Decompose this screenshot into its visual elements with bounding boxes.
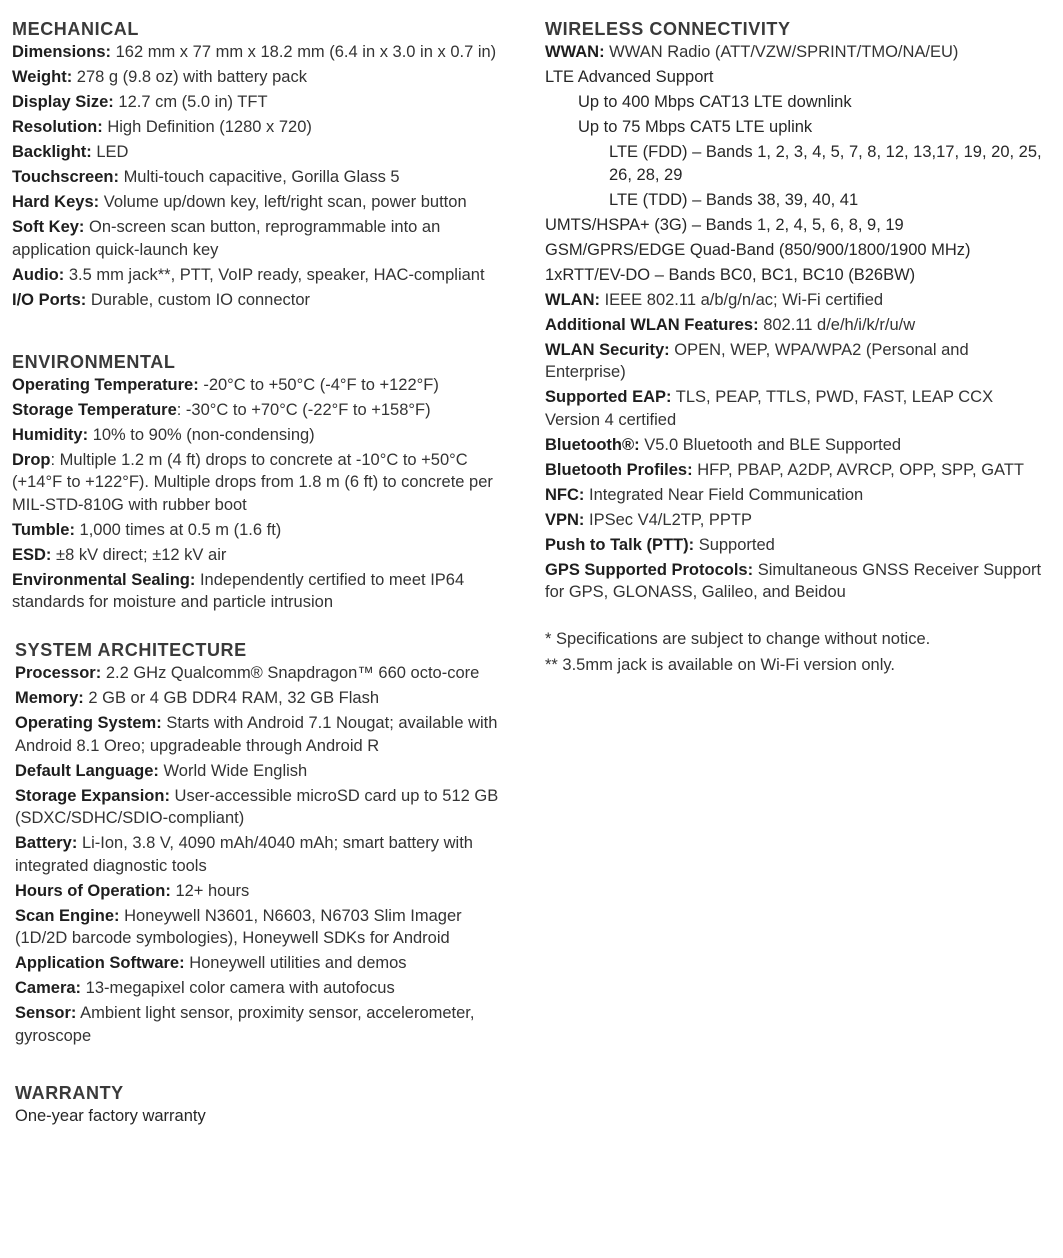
spec-bluetooth: Bluetooth®: V5.0 Bluetooth and BLE Supported: [545, 435, 902, 454]
spec-weight: Weight: 278 g (9.8 oz) with battery pack: [12, 68, 307, 86]
warranty-heading: WARRANTY: [15, 1082, 124, 1103]
right-column: [545, 18, 1050, 679]
system-architecture-section: [12, 639, 512, 1047]
spec-memory: Memory: 2 GB or 4 GB DDR4 RAM, 32 GB Flash: [15, 689, 380, 707]
system-architecture-heading: SYSTEM ARCHITECTURE: [15, 640, 247, 660]
warranty-text: One-year factory warranty: [15, 1106, 206, 1125]
lte-advanced-heading: LTE Advanced Support: [545, 68, 714, 86]
spec-humidity: Humidity: 10% to 90% (non-condensing): [12, 425, 315, 444]
warranty-section: [12, 1082, 512, 1128]
gsm-bands: GSM/GPRS/EDGE Quad-Band (850/900/1800/1900 MHz): [545, 240, 971, 259]
spec-operating-system: Operating System: Starts with Android 7.1 Nougat; available with Android 8.1 Oreo; upgradeable through Android R: [15, 714, 498, 755]
spec-dimensions: Dimensions: 162 mm x 77 mm x 18.2 mm (6.4 in x 3.0 in x 0.7 in): [12, 43, 497, 61]
environmental-section: [12, 351, 512, 614]
wireless-connectivity-heading: WIRELESS CONNECTIVITY: [545, 19, 791, 39]
spec-audio: Audio: 3.5 mm jack**, PTT, VoIP ready, speaker, HAC-compliant: [12, 265, 485, 284]
spec-soft-key: Soft Key: On-screen scan button, reprogrammable into an application quick-launch key: [12, 218, 441, 259]
spec-gps-protocols: GPS Supported Protocols: Simultaneous GNSS Receiver Support for GPS, GLONASS, Galileo, and Beidou: [545, 560, 1042, 601]
spec-storage-temperature: Storage Temperature: -30°C to +70°C (-22°F to +158°F): [12, 400, 431, 419]
spec-bluetooth-profiles: Bluetooth Profiles: HFP, PBAP, A2DP, AVRCP, OPP, SPP, GATT: [545, 460, 1024, 479]
spec-wlan-security: WLAN Security: OPEN, WEP, WPA/WPA2 (Personal and Enterprise): [545, 340, 969, 381]
spec-io-ports: I/O Ports: Durable, custom IO connector: [12, 290, 311, 309]
spec-display-size: Display Size: 12.7 cm (5.0 in) TFT: [12, 93, 268, 111]
footnote-audio-jack: ** 3.5mm jack is available on Wi-Fi version only.: [545, 655, 895, 674]
lte-fdd-bands: LTE (FDD) – Bands 1, 2, 3, 4, 5, 7, 8, 12, 13,17, 19, 20, 25, 26, 28, 29: [609, 143, 1042, 184]
cdma-bands: 1xRTT/EV-DO – Bands BC0, BC1, BC10 (B26BW): [545, 265, 916, 284]
spec-hours-of-operation: Hours of Operation: 12+ hours: [15, 881, 250, 900]
spec-battery: Battery: Li-Ion, 3.8 V, 4090 mAh/4040 mAh; smart battery with integrated diagnostic tools: [15, 834, 473, 875]
spec-default-language: Default Language: World Wide English: [15, 761, 308, 780]
footnotes: [545, 628, 1050, 676]
spec-vpn: VPN: IPSec V4/L2TP, PPTP: [545, 510, 752, 529]
mechanical-heading: MECHANICAL: [12, 19, 139, 39]
footnote-specifications: * Specifications are subject to change without notice.: [545, 630, 931, 648]
spec-drop: Drop: Multiple 1.2 m (4 ft) drops to concrete at -10°C to +50°C (+14°F to +122°F). Multiple drops from 1.8 m (6 ft) to concrete per MIL-STD-810G with rubber boot: [12, 450, 493, 514]
spec-scan-engine: Scan Engine: Honeywell N3601, N6603, N6703 Slim Imager (1D/2D barcode symbologies), Honeywell SDKs for Android: [15, 906, 462, 947]
lte-tdd-bands: LTE (TDD) – Bands 38, 39, 40, 41: [609, 190, 859, 209]
spec-esd: ESD: ±8 kV direct; ±12 kV air: [12, 545, 227, 564]
spec-storage-expansion: Storage Expansion: User-accessible microSD card up to 512 GB (SDXC/SDHC/SDIO-compliant): [15, 786, 499, 827]
spec-environmental-sealing: Environmental Sealing: Independently certified to meet IP64 standards for moisture and particle intrusion: [12, 570, 465, 611]
mechanical-section: [12, 18, 512, 311]
spec-backlight: Backlight: LED: [12, 143, 129, 161]
lte-downlink: Up to 400 Mbps CAT13 LTE downlink: [578, 93, 852, 111]
spec-resolution: Resolution: High Definition (1280 x 720): [12, 118, 312, 136]
spec-camera: Camera: 13-megapixel color camera with autofocus: [15, 979, 395, 997]
spec-operating-temperature: Operating Temperature: -20°C to +50°C (-4°F to +122°F): [12, 375, 439, 394]
spec-wlan: WLAN: IEEE 802.11 a/b/g/n/ac; Wi-Fi certified: [545, 290, 884, 309]
spec-touchscreen: Touchscreen: Multi-touch capacitive, Gorilla Glass 5: [12, 168, 400, 186]
spec-supported-eap: Supported EAP: TLS, PEAP, TTLS, PWD, FAST, LEAP CCX Version 4 certified: [545, 388, 994, 429]
spec-additional-wlan-features: Additional WLAN Features: 802.11 d/e/h/i/k/r/u/w: [545, 315, 916, 334]
spec-push-to-talk: Push to Talk (PTT): Supported: [545, 535, 775, 554]
lte-uplink: Up to 75 Mbps CAT5 LTE uplink: [578, 118, 813, 136]
spec-nfc: NFC: Integrated Near Field Communication: [545, 485, 864, 504]
left-column: [12, 18, 512, 1130]
wireless-connectivity-section: [545, 18, 1050, 604]
umts-bands: UMTS/HSPA+ (3G) – Bands 1, 2, 4, 5, 6, 8, 9, 19: [545, 215, 904, 234]
spec-hard-keys: Hard Keys: Volume up/down key, left/right scan, power button: [12, 193, 467, 211]
environmental-heading: ENVIRONMENTAL: [12, 351, 176, 372]
spec-processor: Processor: 2.2 GHz Qualcomm® Snapdragon™ 660 octo-core: [15, 664, 480, 682]
spec-application-software: Application Software: Honeywell utilities and demos: [15, 954, 407, 972]
spec-sensor: Sensor: Ambient light sensor, proximity sensor, accelerometer, gyroscope: [15, 1004, 475, 1045]
spec-wwan: WWAN: WWAN Radio (ATT/VZW/SPRINT/TMO/NA/EU): [545, 43, 959, 61]
spec-tumble: Tumble: 1,000 times at 0.5 m (1.6 ft): [12, 520, 282, 539]
